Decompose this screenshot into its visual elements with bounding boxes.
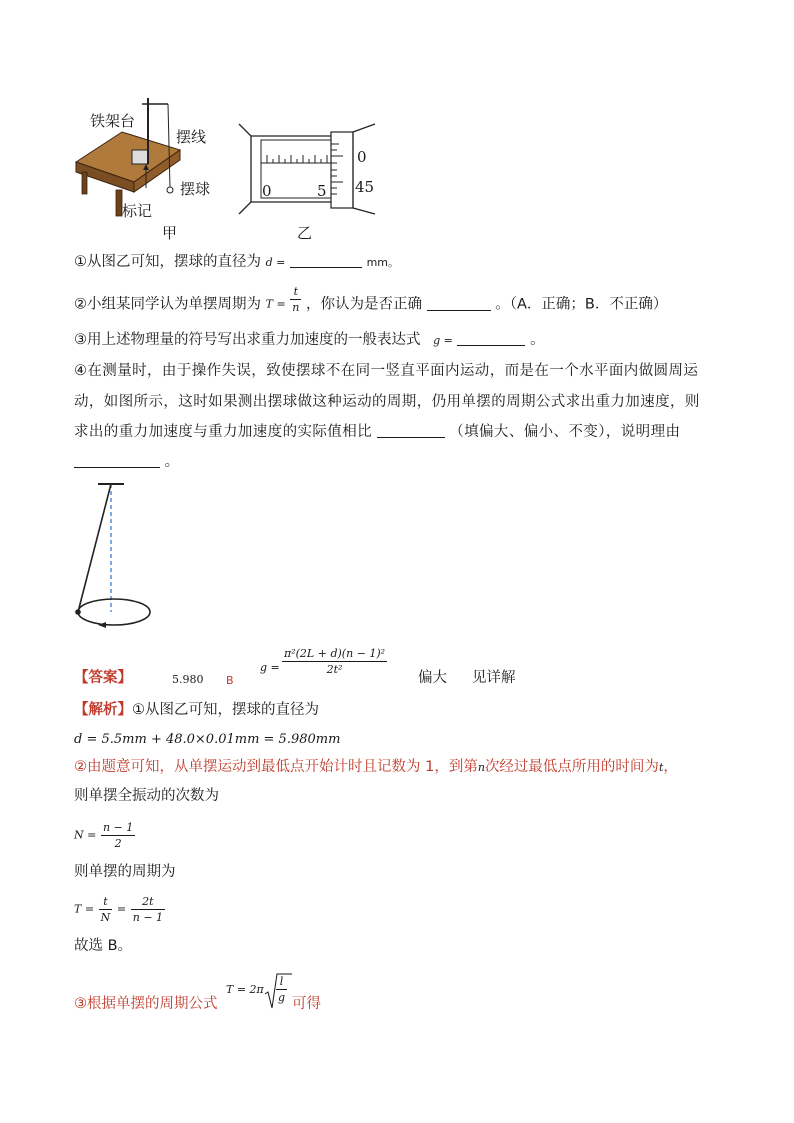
analysis-line-1: 【解析】①从图乙可知，摆球的直径为 <box>74 702 319 718</box>
question-4-line-3: 求出的重力加速度与重力加速度的实际值相比 （填偏大、偏小、不变），说明理由 <box>74 424 681 440</box>
answer-tag: 【答案】 <box>74 670 132 686</box>
answer-2: B <box>226 674 234 687</box>
answer-1: 5.980 <box>172 673 204 686</box>
answer-5: 见详解 <box>472 670 516 686</box>
thimble-label-45: 45 <box>355 178 375 196</box>
q1-answer-blank[interactable] <box>290 253 362 268</box>
analysis-line-6: 则单摆的周期为 <box>74 864 176 880</box>
question-1: ①从图乙可知，摆球的直径为 d = mm。 <box>74 254 400 270</box>
q2-answer-blank[interactable] <box>427 296 491 311</box>
answer-3-fraction: $\frac{\text{π²(2L + d)(n − 1)²}}{\text{2t²}}$ <box>284 647 386 676</box>
question-4-line-1: ④在测量时，由于操作失误，致使摆球不在同一竖直平面内运动，而是在一个水平面内做圆周运 <box>74 363 699 379</box>
analysis-line-4: 则单摆全振动的次数为 <box>74 788 219 804</box>
label-stand: 铁架台 <box>90 112 136 130</box>
period-fraction-2: $\frac{2t}{n - 1}$ <box>132 895 164 924</box>
question-2: ②小组某同学认为单摆周期为 T = $\frac{t}{n}$ ，你认为是否正确 。（A．正确；B．不正确） <box>74 285 668 314</box>
figure-jia <box>70 92 230 242</box>
analysis-tag: 【解析】 <box>74 702 132 718</box>
q4-reason-blank[interactable] <box>74 453 160 468</box>
conical-pendulum-figure <box>66 476 166 636</box>
label-ball: 摆球 <box>180 180 211 198</box>
analysis-line-3: ②由题意可知，从单摆运动到最低点开始计时且记数为 1，到第n次经过最低点所用的时间为t， <box>74 759 678 775</box>
question-4-line-4: 。 <box>74 452 179 472</box>
q3-answer-blank[interactable] <box>457 331 525 346</box>
period-fraction-1: $\frac{t}{N}$ <box>100 895 111 924</box>
analysis-line-2: d = 5.5mm + 48.0×0.01mm = 5.980mm <box>74 732 341 747</box>
caption-yi: 乙 <box>297 224 313 242</box>
caption-jia: 甲 <box>162 224 178 242</box>
q2-fraction: $\frac{t}{n}$ <box>292 285 300 314</box>
n-count-fraction: $\frac{n - 1}{2}$ <box>102 821 134 850</box>
radical-fraction: $\frac{l}{g}$ <box>278 975 286 1004</box>
figure-yi <box>235 118 385 243</box>
analysis-line-5: N = $\frac{n - 1}{2}$ <box>74 821 134 850</box>
question-3: ③用上述物理量的符号写出求重力加速度的一般表达式 g = 。 <box>74 332 545 348</box>
answer-row <box>74 647 516 690</box>
label-mark: 标记 <box>122 202 153 220</box>
q4-answer-blank[interactable] <box>377 423 445 438</box>
scale-label-5: 5 <box>317 182 327 200</box>
conical-pendulum-illustration <box>66 476 166 636</box>
answer-4: 偏大 <box>418 670 447 686</box>
analysis-line-8: 故选 B。 <box>74 938 133 954</box>
scale-label-0: 0 <box>262 182 272 200</box>
question-4-line-2: 动，如图所示，这时如果测出摆球做这种运动的周期，仍用单摆的周期公式求出重力加速度，则 <box>74 394 700 410</box>
answer-3-left: g = <box>260 661 280 674</box>
analysis-line-7: T = $\frac{t}{N}$ = $\frac{2t}{n - 1}$ <box>74 895 164 924</box>
micrometer-illustration <box>235 118 385 218</box>
label-string: 摆线 <box>176 128 207 146</box>
thimble-label-0: 0 <box>357 148 367 166</box>
